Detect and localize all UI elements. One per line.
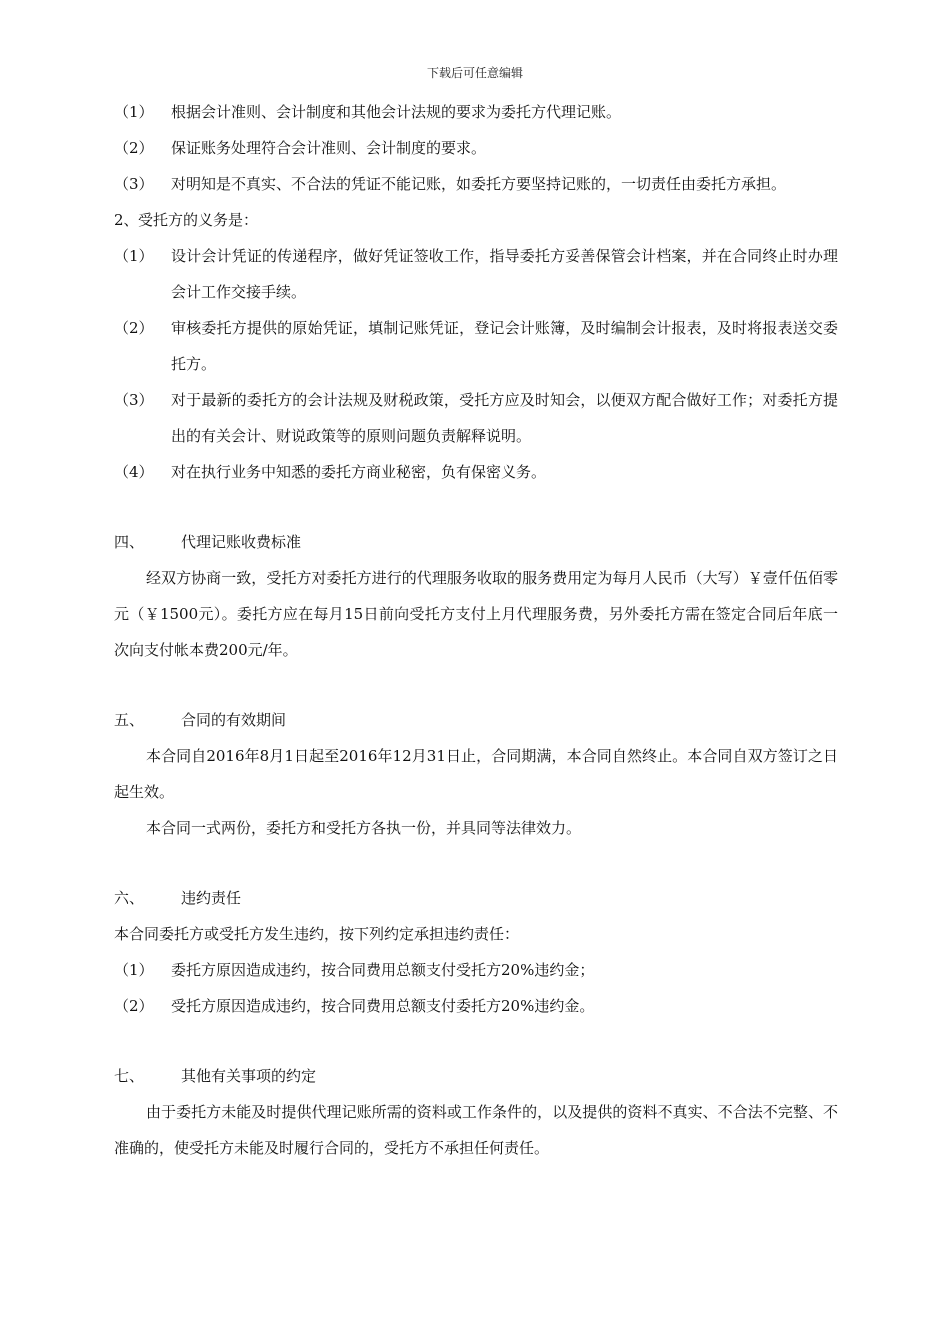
section-heading [114,702,838,738]
list-item [114,166,838,202]
section-title: 合同的有效期间 [181,711,287,729]
item-text: 审核委托方提供的原始凭证，填制记账凭证，登记会计账簿，及时编制会计报表，及时将报表送交委托方。 [171,319,838,373]
paragraph: 经双方协商一致，受托方对委托方进行的代理服务收取的服务费用定为每月人民币（大写）￥壹仟伍佰零元（￥1500元）。委托方应在每月15日前向受托方支付上月代理服务费，另外委托方需在签定合同后年底一次向支付帐本费200元/年。 [114,569,838,659]
list-item [114,454,838,490]
section-title: 代理记账收费标准 [181,533,302,551]
list-item [114,94,838,130]
item-number: （2） [114,997,154,1015]
item-text: 委托方原因造成违约，按合同费用总额支付受托方20%违约金； [171,961,595,979]
section-number: 五、 [114,711,145,729]
section-title: 其他有关事项的约定 [181,1067,317,1085]
item-number: （3） [114,175,154,193]
list-item [114,310,838,382]
section-heading [114,880,838,916]
item-number: （2） [114,139,154,157]
list-item [114,130,838,166]
section-number: 七、 [114,1067,145,1085]
item-text: 对明知是不真实、不合法的凭证不能记账，如委托方要坚持记账的，一切责任由委托方承担。 [171,175,787,193]
section-heading [114,1058,838,1094]
item-text: 受托方原因造成违约，按合同费用总额支付委托方20%违约金。 [171,997,595,1015]
list-item [114,988,838,1024]
list-item [114,952,838,988]
item-number: （4） [114,463,154,481]
paragraph: 由于委托方未能及时提供代理记账所需的资料或工作条件的，以及提供的资料不真实、不合法不完整、不准确的，使受托方未能及时履行合同的，受托方不承担任何责任。 [114,1103,838,1157]
document-body [114,94,838,1166]
item-text: 对于最新的委托方的会计法规及财税政策，受托方应及时知会，以便双方配合做好工作；对委托方提出的有关会计、财说政策等的原则问题负责解释说明。 [171,391,838,445]
subsection-number: 2、 [114,211,139,229]
item-number: （1） [114,103,154,121]
subsection-heading [114,202,838,238]
list-item [114,382,838,454]
item-number: （2） [114,319,154,337]
item-text: 对在执行业务中知悉的委托方商业秘密，负有保密义务。 [171,463,547,481]
item-text: 根据会计准则、会计制度和其他会计法规的要求为委托方代理记账。 [171,103,622,121]
item-text: 保证账务处理符合会计准则、会计制度的要求。 [171,139,487,157]
item-number: （3） [114,391,154,409]
section-heading [114,524,838,560]
section-title: 违约责任 [181,889,242,907]
section-number: 六、 [114,889,145,907]
item-number: （1） [114,247,154,265]
item-number: （1） [114,961,154,979]
section-number: 四、 [114,533,145,551]
list-item [114,238,838,310]
paragraph: 本合同委托方或受托方发生违约，按下列约定承担违约责任： [114,925,520,943]
page-header: 下载后可任意编辑 [426,66,523,80]
paragraph: 本合同一式两份，委托方和受托方各执一份，并具同等法律效力。 [146,819,582,837]
item-text: 设计会计凭证的传递程序，做好凭证签收工作，指导委托方妥善保管会计档案，并在合同终止时办理会计工作交接手续。 [171,247,838,301]
paragraph: 本合同自2016年8月1日起至2016年12月31日止，合同期满，本合同自然终止。本合同自双方签订之日起生效。 [114,747,838,801]
subsection-title: 受托方的义务是： [138,211,259,229]
